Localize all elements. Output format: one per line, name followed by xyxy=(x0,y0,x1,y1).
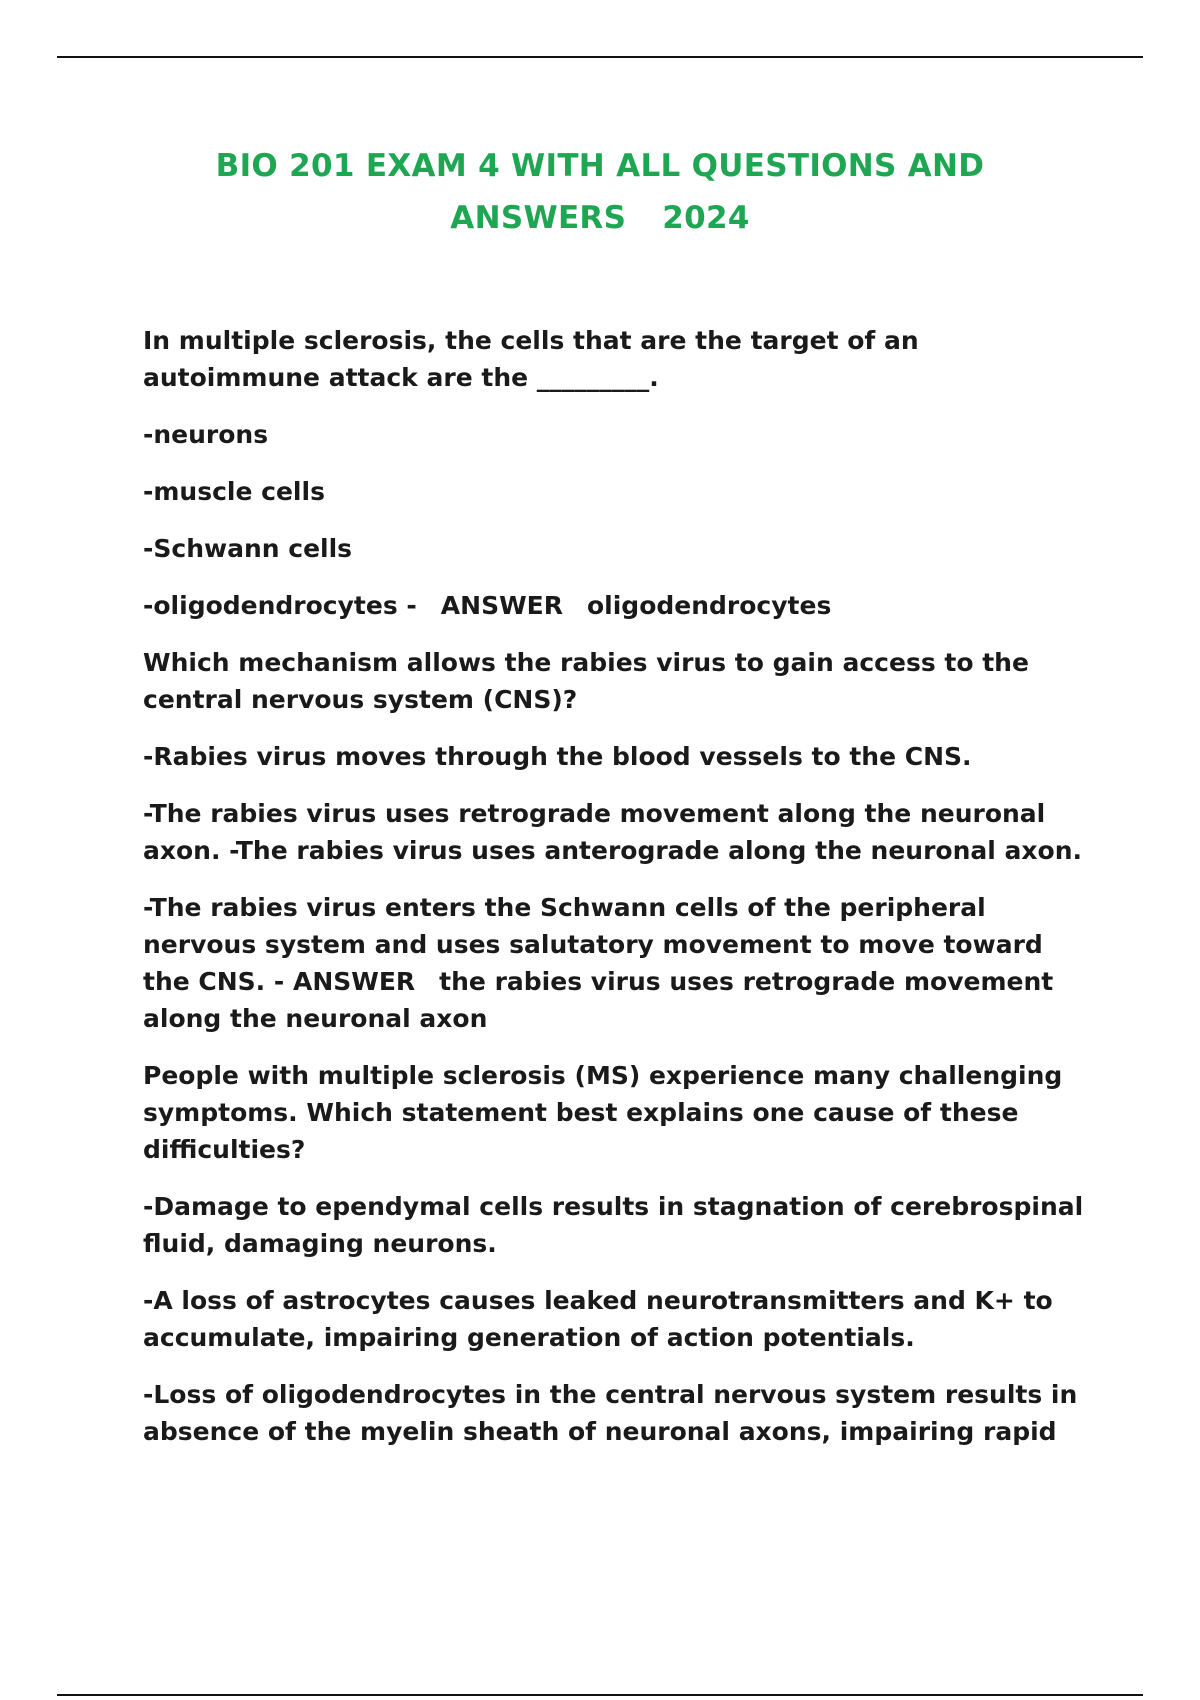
question-3-option: -Damage to ependymal cells results in stagnation of cerebrospinal fluid, damaging neurons. xyxy=(143,1192,1084,1258)
question-1-option: -neurons xyxy=(143,420,269,449)
question-2-text: Which mechanism allows the rabies virus to gain access to the central nervous system (CNS)? xyxy=(143,648,1029,714)
question-2-answer: the rabies virus uses retrograde movement along the neuronal axon xyxy=(143,967,1054,1033)
question-2-option: -The rabies virus uses retrograde movement along the neuronal axon. -The rabies virus uses anterograde along the neuronal axon. xyxy=(143,799,1082,865)
document-title xyxy=(0,140,1200,244)
top-rule xyxy=(57,56,1143,58)
question-1-answer-line xyxy=(143,587,1093,624)
question-1-answer: oligodendrocytes xyxy=(586,591,832,620)
question-3-option: -Loss of oligodendrocytes in the central nervous system results in absence of the myelin sheath of neuronal axons, impairing rapid xyxy=(143,1380,1078,1446)
answer-label: ANSWER xyxy=(292,967,416,996)
document-body xyxy=(143,322,1093,1470)
bottom-rule xyxy=(57,1694,1143,1696)
title-line-1: BIO 201 EXAM 4 WITH ALL QUESTIONS AND xyxy=(215,148,985,184)
question-1-last-option: -oligodendrocytes - xyxy=(143,591,417,620)
question-2-answer-line xyxy=(143,889,1093,1037)
question-3-option: -A loss of astrocytes causes leaked neurotransmitters and K+ to accumulate, impairing generation of action potentials. xyxy=(143,1286,1053,1352)
question-1-text: In multiple sclerosis, the cells that are the target of an autoimmune attack are the _________. xyxy=(143,326,919,392)
question-1-option: -muscle cells xyxy=(143,477,325,506)
title-line-2 xyxy=(0,192,1200,244)
question-2-option: -Rabies virus moves through the blood vessels to the CNS. xyxy=(143,742,972,771)
question-3-text: People with multiple sclerosis (MS) experience many challenging symptoms. Which statement best explains one cause of these difficulties? xyxy=(143,1061,1063,1164)
question-2-last-option: -The rabies virus enters the Schwann cells of the peripheral nervous system and uses salutatory movement to move toward the CNS. - xyxy=(143,893,1043,996)
title-answers-word: ANSWERS xyxy=(450,200,627,236)
title-year: 2024 xyxy=(662,200,750,236)
answer-label: ANSWER xyxy=(440,591,563,620)
question-1-option: -Schwann cells xyxy=(143,534,353,563)
